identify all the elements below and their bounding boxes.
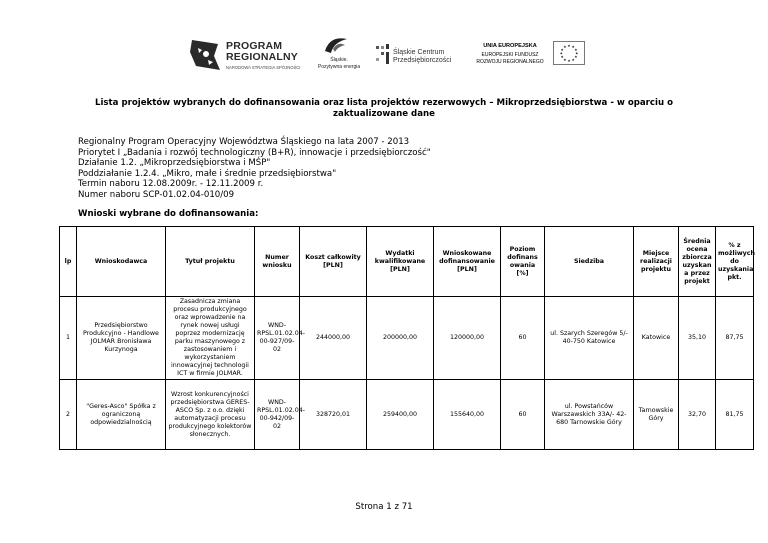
- unia-europejska-logo: [474, 41, 586, 77]
- ue-logo-line3: ROZWOJU REGIONALNEGO: [476, 59, 544, 65]
- header-srednia-ocena: Średnia ocena zbiorcza uzyskan a przez projekt: [679, 227, 716, 297]
- cell-koszt-calkowity: 328720,01: [300, 380, 367, 450]
- header-poziom-dofinansowania: Poziom dofinans owania [%]: [501, 227, 545, 297]
- cell-srednia-ocena: 32,70: [679, 380, 716, 450]
- svg-text:★: ★: [559, 51, 563, 56]
- cell-wnioskowane-dofinansowanie: 155640,00: [434, 380, 501, 450]
- header-wnioskodawca: Wnioskodawca: [77, 227, 166, 297]
- svg-text:★: ★: [563, 58, 567, 63]
- cell-tytul-projektu: Wzrost konkurencyjności przedsiębiorstwa GERES-ASCO Sp. z o.o. dzięki automatyzacji procesu produkcyjnego kolektorów słonecznych.: [166, 380, 255, 450]
- program-flag-icon: [188, 36, 224, 76]
- cell-siedziba: ul. Powstańców Warszawskich 33A/- 42-680 Tarnowskie Góry: [545, 380, 634, 450]
- centrum-dots-icon: [376, 44, 390, 64]
- logo-bar: [0, 0, 768, 90]
- slaskie-logo: [313, 33, 365, 79]
- svg-text:★: ★: [575, 51, 579, 56]
- cell-srednia-ocena: 35,10: [679, 297, 716, 380]
- info-line: Regionalny Program Operacyjny Województwa Śląskiego na lata 2007 - 2013: [78, 137, 410, 147]
- svg-text:★: ★: [574, 55, 578, 60]
- info-line: Poddziałanie 1.2.4. „Mikro, małe i średnie przedsiębiorstwa": [78, 168, 337, 179]
- centrum-logo-line2: Przedsiębiorczości: [393, 57, 452, 64]
- table-row: [60, 297, 754, 380]
- cell-numer-wniosku: WND-RPSL.01.02.04-00-942/09-02: [255, 380, 300, 450]
- info-line: Działanie 1.2. „Mikroprzedsiębiorstwa i MŚP": [78, 158, 271, 169]
- svg-text:★: ★: [574, 48, 578, 53]
- program-info: [78, 137, 431, 201]
- header-miejsce-realizacji: Miejsce realizacji projektu: [634, 227, 679, 297]
- svg-text:★: ★: [571, 45, 575, 50]
- cell-poziom-dofinansowania: 60: [501, 297, 545, 380]
- cell-wydatki-kwalifikowane: 200000,00: [367, 297, 434, 380]
- info-line: Numer naboru SCP-01.02.04-010/09: [78, 189, 235, 200]
- header-wydatki-kwalifikowane: Wydatki kwalifikowane [PLN]: [367, 227, 434, 297]
- cell-siedziba: ul. Szarych Szeregów 5/- 40-750 Katowice: [545, 297, 634, 380]
- centrum-przedsiebiorczosci-logo: [376, 40, 460, 70]
- cell-lp: 2: [60, 380, 77, 450]
- cell-procent-pkt: 81,75: [716, 380, 754, 450]
- svg-text:★: ★: [567, 59, 571, 64]
- header-lp: lp: [60, 227, 77, 297]
- program-logo-line1: PROGRAM: [226, 40, 283, 52]
- cell-procent-pkt: 87,75: [716, 297, 754, 380]
- header-tytul-projektu: Tytuł projektu: [166, 227, 255, 297]
- slaskie-bird-icon: [323, 35, 349, 55]
- cell-wnioskowane-dofinansowanie: 120000,00: [434, 297, 501, 380]
- cell-wydatki-kwalifikowane: 259400,00: [367, 380, 434, 450]
- info-line: Priorytet I „Badania i rozwój technologiczny (B+R), innowacje i przedsiębiorczość": [78, 147, 431, 158]
- svg-text:★: ★: [560, 48, 564, 53]
- header-koszt-calkowity: Koszt całkowity [PLN]: [300, 227, 367, 297]
- projects-table: [59, 226, 754, 450]
- cell-miejsce-realizacji: Tarnowskie Góry: [634, 380, 679, 450]
- program-logo-line2: REGIONALNY: [226, 51, 299, 63]
- svg-text:★: ★: [571, 58, 575, 63]
- header-wnioskowane-dofinansowanie: Wnioskowane dofinansowanie [PLN]: [434, 227, 501, 297]
- document-title: Lista projektów wybranych do dofinansowania oraz lista projektów rezerwowych – Mikroprzedsiębiorstwa - w oparciu o zaktualizowane dane: [95, 98, 673, 119]
- svg-text:★: ★: [560, 55, 564, 60]
- slaskie-logo-line2: Pozytywna energia: [317, 64, 361, 70]
- svg-text:★: ★: [563, 45, 567, 50]
- cell-wnioskodawca: Przedsiębiorstwo Produkcyjno - Handlowe JOLMAR Bronisława Kurzynoga: [77, 297, 166, 380]
- cell-koszt-calkowity: 244000,00: [300, 297, 367, 380]
- program-regionalny-logo: [188, 36, 306, 78]
- cell-tytul-projektu: Zasadnicza zmiana procesu produkcyjnego oraz wprowadzenie na rynek nowej usługi poprzez modernizację parku maszynowego z zastosowaniem i wykorzystaniem innowacyjnej technologii ICT w firmie JOLMAR.: [166, 297, 255, 380]
- cell-numer-wniosku: WND-RPSL.01.02.04-00-927/09-02: [255, 297, 300, 380]
- ue-logo-line1: UNIA EUROPEJSKA: [483, 43, 537, 49]
- table-header-row: [60, 227, 754, 297]
- info-line: Termin naboru 12.08.2009r. - 12.11.2009 r.: [78, 179, 264, 190]
- program-logo-line3: NARODOWA STRATEGIA SPÓJNOŚCI: [226, 65, 301, 70]
- table-row: [60, 380, 754, 450]
- ue-logo-line2: EUROPEJSKI FUNDUSZ: [481, 52, 539, 58]
- header-procent-pkt: % z możliwych do uzyskania pkt.: [716, 227, 754, 297]
- cell-lp: 1: [60, 297, 77, 380]
- page-footer: Strona 1 z 71: [355, 502, 413, 512]
- svg-text:★: ★: [567, 44, 571, 49]
- cell-miejsce-realizacji: Katowice: [634, 297, 679, 380]
- header-siedziba: Siedziba: [545, 227, 634, 297]
- header-numer-wniosku: Numer wniosku: [255, 227, 300, 297]
- eu-flag-icon: [553, 41, 585, 65]
- cell-poziom-dofinansowania: 60: [501, 380, 545, 450]
- centrum-logo-line1: Śląskie Centrum: [393, 49, 445, 56]
- cell-wnioskodawca: "Geres-Asco" Spółka z ograniczoną odpowiedzialnością: [77, 380, 166, 450]
- slaskie-logo-line1: Śląskie.: [330, 57, 348, 63]
- section-heading: Wnioski wybrane do dofinansowania:: [78, 209, 259, 219]
